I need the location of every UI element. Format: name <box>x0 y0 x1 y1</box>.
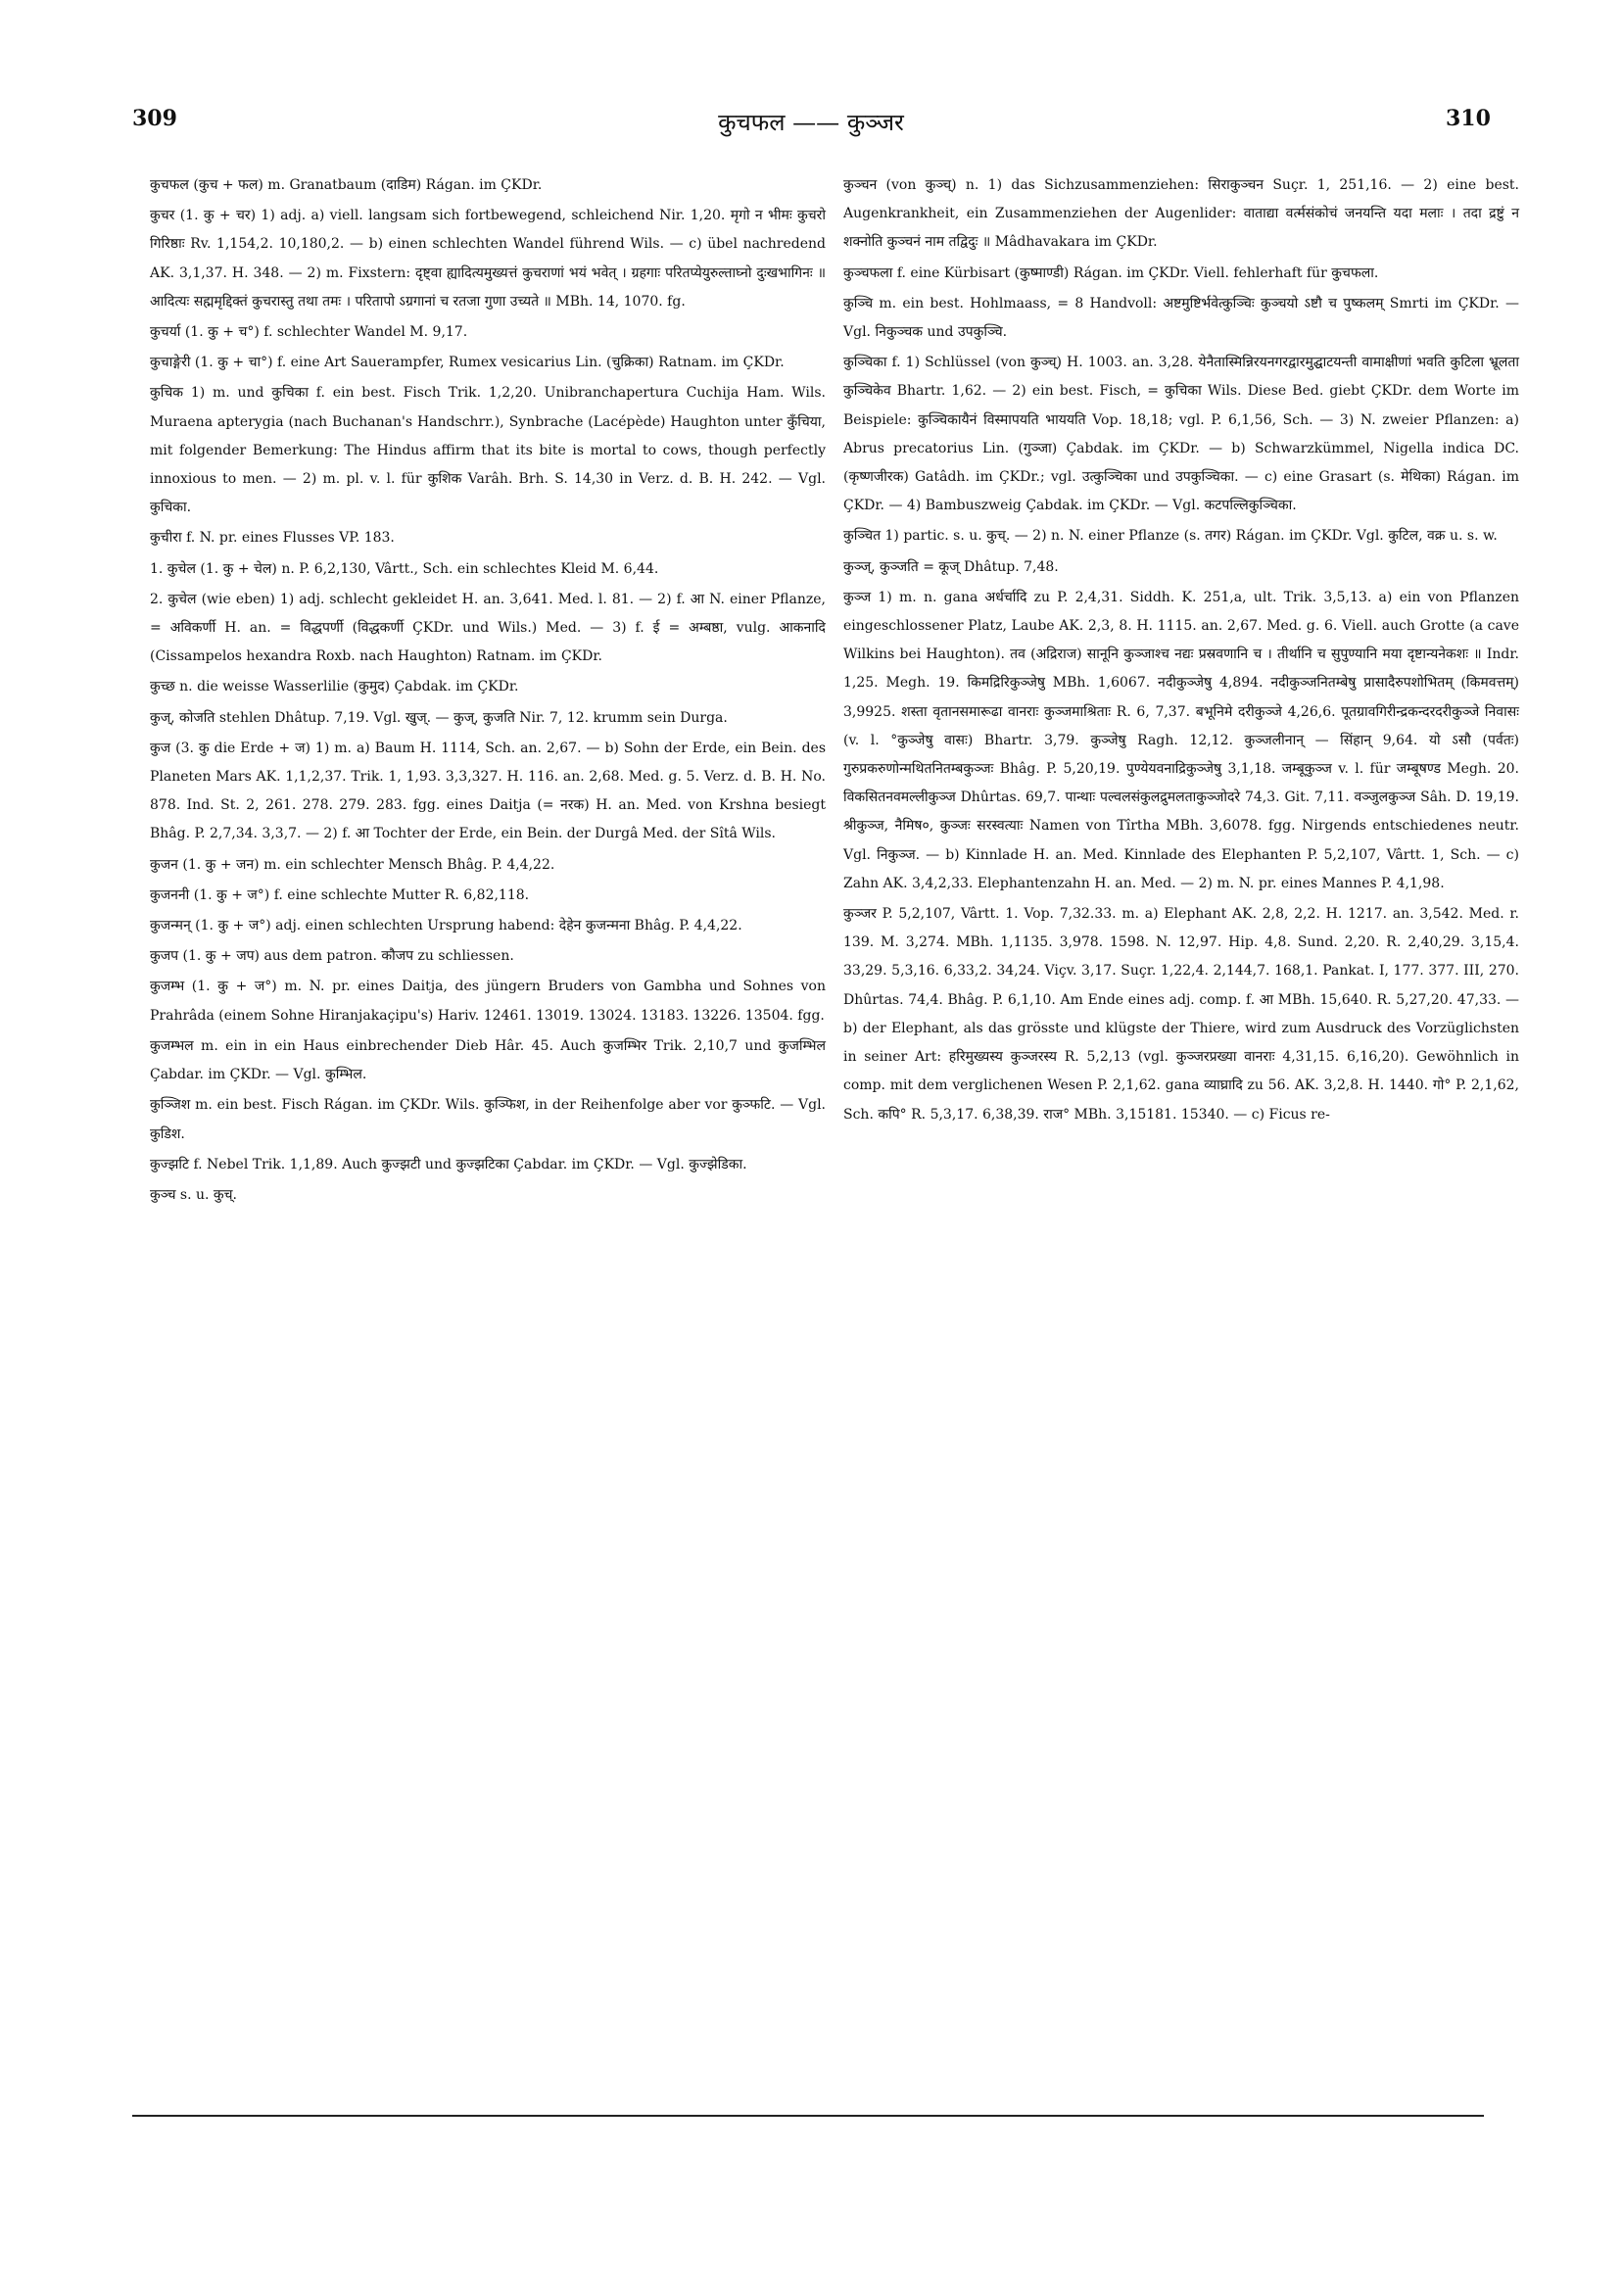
dictionary-entry: कुञ्च s. u. कुच्. <box>150 1186 238 1203</box>
dictionary-entry: कुजन (1. कु + जन) m. ein schlechter Mensch Bhâg. P. 4,4,22. <box>150 856 555 873</box>
dictionary-entry: कुञ्जर P. 5,2,107, Vârtt. 1. Vop. 7,32.33. m. a) Elephant AK. 2,8, 2,2. H. 1217. an. 3,542. Med. r. 139. M. 3,274. MBh. 1,1135. 3,978. 1598. N. 12,97. Hip. 4,8. Sund. 2,20. R. 2,40,29. 3,15,4. 33,29. 5,3,16. 6,33,2. 34,24. Viçv. 3,17. Suçr. 1,22,4. 2,144,7. 168,1. Pankat. I, 177. 377. III, 270. Dhûrtas. 74,4. Bhâg. P. 6,1,10. Am Ende eines adj. comp. f. आ MBh. 15,640. R. 5,27,20. 47,33. — b) der Elephant, als das grösste und klügste der Thiere, wird zum Ausdruck des Vorzüglichsten in seiner Art: हरिमुख्यस्य कुञ्जरस्य R. 5,2,13 (vgl. कुञ्जरप्रख्या वानराः 4,31,15. 6,16,20). Gewöhnlich in comp. mit dem verglichenen Wesen P. 2,1,62. gana व्याघ्रादि zu 56. AK. 3,2,8. H. 1440. गो° P. 2,1,62, Sch. कपि° R. 5,3,17. 6,38,39. राज° MBh. 3,15181. 15340. — c) Ficus re- <box>843 906 1519 1123</box>
right-column <box>843 171 1519 1131</box>
dictionary-entry: कुचाङ्गेरी (1. कु + चा°) f. eine Art Sauerampfer, Rumex vesicarius Lin. (चुक्रिका) Ratnam. im ÇKDr. <box>150 355 785 371</box>
running-title: कुचफल —— कुञ्जर <box>718 109 904 136</box>
dictionary-entry: 1. कुचेल (1. कु + चेल) n. P. 6,2,130, Vârtt., Sch. ein schlechtes Kleid M. 6,44. <box>150 560 659 577</box>
dictionary-entry: कुज्, कोजति stehlen Dhâtup. 7,19. Vgl. खुज्. — कुज्, कुजति Nir. 7, 12. krumm sein Durga. <box>150 709 728 726</box>
dictionary-entry: कुञ्ज्, कुञ्जति = कूज् Dhâtup. 7,48. <box>843 558 1059 575</box>
dictionary-entry: कुचर्या (1. कु + च°) f. schlechter Wandel M. 9,17. <box>150 324 468 341</box>
left-column <box>150 171 826 1212</box>
dictionary-entry: कुञ्चि m. ein best. Hohlmaass, = 8 Handvoll: अष्टमुष्टिर्भवेत्कुञ्चिः कुञ्चयो ऽष्टौ च पुष्कलम् Smrti im ÇKDr. — Vgl. निकुञ्चक und उपकुञ्चि. <box>843 295 1519 341</box>
dictionary-entry: कुज (3. कु die Erde + ज) 1) m. a) Baum H. 1114, Sch. an. 2,67. — b) Sohn der Erde, ein Bein. des Planeten Mars AK. 1,1,2,37. Trik. 1, 1,93. 3,3,327. H. 116. an. 2,68. Med. g. 5. Verz. d. B. H. No. 878. Ind. St. 2, 261. 278. 279. 283. fgg. eines Daitja (= नरक) H. an. Med. von Krshna besiegt Bhâg. P. 2,7,34. 3,3,7. — 2) f. आ Tochter der Erde, ein Bein. der Durgâ Med. der Sîtâ Wils. <box>150 740 826 842</box>
dictionary-entry: कुचफल (कुच + फल) m. Granatbaum (दाडिम) Rágan. im ÇKDr. <box>150 177 543 193</box>
dictionary-entry: कुचर (1. कु + चर) 1) adj. a) viell. langsam sich fortbewegend, schleichend Nir. 1,20. मृगो न भीमः कुचरो गिरिष्ठाः Rv. 1,154,2. 10,180,2. — b) einen schlechten Wandel führend Wils. — c) übel nachredend AK. 3,1,37. H. 348. — 2) m. Fixstern: दृष्ट्वा ह्यादित्यमुख्यत्तं कुचराणां भयं भवेत् । ग्रहगाः परितप्येयुरुल्ताघ्नो दुःखभागिनः ॥ आदित्यः सह्ममृद्दिक्तं कुचरास्तु तथा तमः । परितापो ऽग्रगानां च रतजा गुणा उच्यते ॥ MBh. 14, 1070. fg. <box>150 208 826 310</box>
dictionary-entry: कुजम्भ (1. कु + ज°) m. N. pr. eines Daitja, des jüngern Bruders von Gambha und Sohnes von Prahrâda (einem Sohne Hiranjakaçipu's) Hariv. 12461. 13019. 13024. 13183. 13226. 13504. fgg. <box>150 979 826 1024</box>
dictionary-entry: कुञ्चित 1) partic. s. u. कुच्. — 2) n. N. einer Pflanze (s. तगर) Rágan. im ÇKDr. Vgl. कुटिल, वक्र u. s. w. <box>843 528 1498 545</box>
dictionary-entry: कुच्छ n. die weisse Wasserlilie (कुमुद) Çabdak. im ÇKDr. <box>150 679 519 695</box>
footer-rule <box>132 2115 1484 2117</box>
dictionary-entry: 2. कुचेल (wie eben) 1) adj. schlecht gekleidet H. an. 3,641. Med. l. 81. — 2) f. आ N. einer Pflanze, = अविकर्णी H. an. = विद्धपर्णी (विद्धकर्णी ÇKDr. und Wils.) Med. — 3) f. ई = अम्बष्ठा, vulg. आकनादि (Cissampelos hexandra Roxb. nach Haughton) Ratnam. im ÇKDr. <box>150 591 826 665</box>
dictionary-entry: कुजननी (1. कु + ज°) f. eine schlechte Mutter R. 6,82,118. <box>150 886 530 903</box>
left-page-number: 309 <box>132 106 177 131</box>
dictionary-entry: कुजप (1. कु + जप) aus dem patron. कौजप zu schliessen. <box>150 948 514 965</box>
dictionary-entry: कुजन्मन् (1. कु + ज°) adj. einen schlechten Ursprung habend: देहेन कुजन्मना Bhâg. P. 4,4,22. <box>150 918 742 934</box>
dictionary-entry: कुञ्चफला f. eine Kürbisart (कुष्माण्डी) Rágan. im ÇKDr. Viell. fehlerhaft für कुचफला. <box>843 264 1379 281</box>
right-page-number: 310 <box>1446 106 1491 131</box>
dictionary-entry: कुचीरा f. N. pr. eines Flusses VP. 183. <box>150 530 395 547</box>
dictionary-entry: कुञ्जिश m. ein best. Fisch Rágan. im ÇKDr. Wils. कुञ्फिश, in der Reihenfolge aber vor कुञ्फटि. — Vgl. कुडिश. <box>150 1097 826 1142</box>
dictionary-entry: कुज्झटि f. Nebel Trik. 1,1,89. Auch कुज्झटी und कुज्झटिका Çabdar. im ÇKDr. — Vgl. कुज्झेडिका. <box>150 1156 747 1172</box>
page-header <box>0 106 1622 145</box>
dictionary-entry: कुचिक 1) m. und कुचिका f. ein best. Fisch Trik. 1,2,20. Unibranchapertura Cuchija Ham. Wils. Muraena apterygia (nach Buchanan's Handschrr.), Synbrache (Lacépède) Haughton unter कुँचिया, mit folgender Bemerkung: The Hindus affirm that its bite is mortal to cows, though perfectly innoxious to men. — 2) m. pl. v. l. für कुशिक Varâh. Brh. S. 14,30 in Verz. d. B. H. 242. — Vgl. कुचिका. <box>150 385 826 516</box>
dictionary-entry: कुञ्चिका f. 1) Schlüssel (von कुञ्च्) H. 1003. an. 3,28. येनैतास्मिन्निरयनगरद्वारमुद्घाटयन्ती वामाक्षीणां भवति कुटिला भ्रूलता कुञ्चिकेव Bhartr. 1,62. — 2) ein best. Fisch, = कुचिका Wils. Diese Bed. giebt ÇKDr. dem Worte im Beispiele: कुञ्चिकायैनं विस्मापयति भाययति Vop. 18,18; vgl. P. 6,1,56, Sch. — 3) N. zweier Pflanzen: a) Abrus precatorius Lin. (गुञ्जा) Çabdak. im ÇKDr. — b) Schwarzkümmel, Nigella indica DC. (कृष्णजीरक) Gatâdh. im ÇKDr.; vgl. उत्कुञ्चिका und उपकुञ्चिका. — c) eine Grasart (s. मेथिका) Rágan. im ÇKDr. — 4) Bambuszweig Çabdak. im ÇKDr. — Vgl. कटपल्लिकुञ्चिका. <box>843 355 1519 514</box>
dictionary-entry: कुञ्चन (von कुञ्च्) n. 1) das Sichzusammenziehen: सिराकुञ्चन Suçr. 1, 251,16. — 2) eine best. Augenkrankheit, ein Zusammenziehen der Augenlider: वाताद्या वर्त्मसंकोचं जनयन्ति यदा मलाः । तदा द्रष्टुं न शक्नोति कुञ्चनं नाम तद्विदुः ॥ Mâdhavakara im ÇKDr. <box>843 177 1519 251</box>
dictionary-entry: कुजम्भल m. ein in ein Haus einbrechender Dieb Hâr. 45. Auch कुजम्भिर Trik. 2,10,7 und कुजम्भिल Çabdar. im ÇKDr. — Vgl. कुम्भिल. <box>150 1037 826 1083</box>
dictionary-entry: कुञ्ज 1) m. n. gana अर्धर्चादि zu P. 2,4,31. Siddh. K. 251,a, ult. Trik. 3,5,13. a) ein von Pflanzen eingeschlossener Platz, Laube AK. 2,3, 8. H. 1115. an. 2,67. Med. g. 6. Viell. auch Grotte (a cave Wilkins bei Haughton). तव (अद्रिराज) सानूनि कुञ्जाश्च नद्यः प्रस्रवणानि च । तीर्थानि च सुपुण्यानि मया दृष्टान्यनेकशः ॥ Indr. 1,25. Megh. 19. किमद्रिरिकुञ्जेषु MBh. 1,6067. नदीकुञ्जेषु 4,894. नदीकुञ्जनितम्बेषु प्रासादैरुपशोभितम् (किमवत्तम्) 3,9925. शस्ता वृतानसमारूढा वानराः कुञ्जमाश्रिताः R. 6, 7,37. बभूनिमे दरीकुञ्जे 4,26,6. पूतग्रावगिरीन्द्रकन्दरदरीकुञ्जे निवासः (v. l. °कुञ्जेषु वासः) Bhartr. 3,79. कुञ्जेषु Ragh. 12,12. कुञ्जलीनान् — सिंहान् 9,64. यो ऽसौ (पर्वतः) गुरुप्रकरुणोन्मथितनितम्बकुञ्जः Bhâg. P. 5,20,19. पुण्येयवनाद्रिकुञ्जेषु 3,1,18. जम्बूकुञ्ज v. l. für जम्बूषण्ड Megh. 20. विकसितनवमल्लीकुञ्ज Dhûrtas. 69,7. पान्थाः पल्वलसंकुलद्रुमलताकुञ्जोदरे 74,3. Git. 7,11. वञ्जुलकुञ्ज Sâh. D. 19,19. श्रीकुञ्ज, नैमिष०, कुञ्जः सरस्वत्याः Namen von Tîrtha MBh. 3,6078. fgg. Nirgends entschiedenes neutr. Vgl. निकुञ्ज. — b) Kinnlade H. an. Med. Kinnlade des Elephanten P. 5,2,107, Vârtt. 1, Sch. — c) Zahn AK. 3,4,2,33. Elephantenzahn H. an. Med. — 2) m. N. pr. eines Mannes P. 4,1,98. <box>843 589 1519 891</box>
